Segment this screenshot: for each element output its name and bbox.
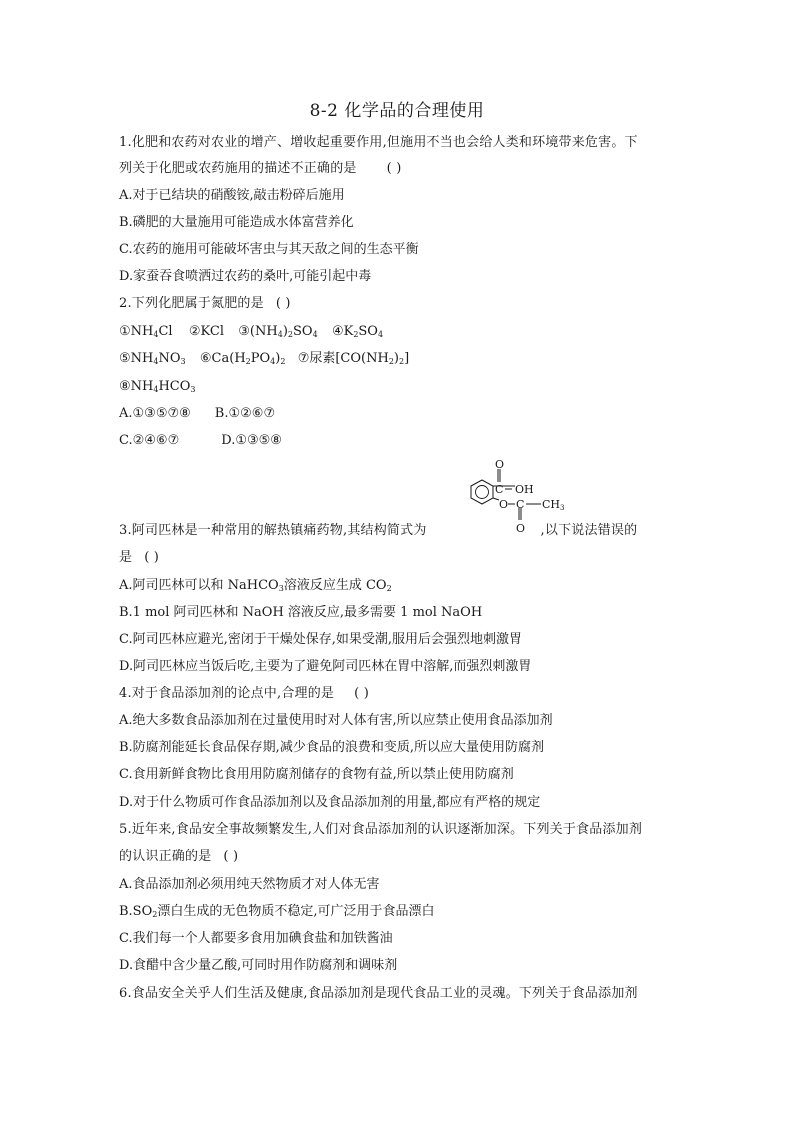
q2-stem-text: 2.下列化肥属于氮肥的是 xyxy=(119,296,264,311)
q1-option-a: A.对于已结块的硝酸铵,敲击粉碎后施用 xyxy=(119,188,345,203)
atom-c1: C xyxy=(495,483,504,496)
q4-option-d: D.对于什么物质可作食品添加剂以及食品添加剂的用量,都应有严格的规定 xyxy=(119,795,541,810)
q6-stem-line1: 6.食品安全关乎人们生活及健康,食品添加剂是现代食品工业的灵魂。下列关于食品添加剂 xyxy=(119,986,638,1001)
q3-stem-text-b: ,以下说法错误的 xyxy=(540,523,638,538)
atom-o-mid: O xyxy=(499,498,509,511)
q1-option-c: C.农药的施用可能破坏害虫与其天敌之间的生态平衡 xyxy=(119,242,419,257)
q2-item-5: $⑤NH_4NO_3$ xyxy=(119,351,186,366)
atom-c2: C xyxy=(516,498,525,511)
atom-o-bottom: O xyxy=(516,522,526,535)
q1-option-d: D.家蚕吞食喷洒过农药的桑叶,可能引起中毒 xyxy=(119,269,372,284)
atom-oh: OH xyxy=(515,483,534,496)
q3-option-a: A.阿司匹林可以和 NaHCO$_3$溶液反应生成 $CO_2$ xyxy=(119,578,392,593)
q2-option-b: B.①②⑥⑦ xyxy=(214,406,276,421)
q3-stem-line2 xyxy=(119,550,159,566)
q2-items-row3 xyxy=(119,379,196,395)
q2-stem-line xyxy=(119,296,291,312)
q2-item-4: $④K_2SO_4$ xyxy=(331,324,384,339)
q3-answer-blank: ( ) xyxy=(144,550,160,565)
q5-answer-blank: ( ) xyxy=(223,849,239,864)
q5-option-c: C.我们每一个人都要多食用加碘食盐和加铁酱油 xyxy=(119,931,393,946)
q1-answer-blank: ( ) xyxy=(386,161,402,176)
q2-options-row2 xyxy=(119,433,282,449)
page-title: 8-2 化学品的合理使用 xyxy=(309,101,485,121)
q1-stem-text: 列关于化肥或农药施用的描述不正确的是 xyxy=(119,161,357,176)
atom-o-top: O xyxy=(495,458,505,471)
q1-stem-line2 xyxy=(119,161,402,177)
q4-option-c: C.食用新鲜食物比食用用防腐剂储存的食物有益,所以禁止使用防腐剂 xyxy=(119,767,514,782)
q3-stem-text-c: 是 xyxy=(119,550,133,565)
q2-option-a: A.①③⑤⑦⑧ xyxy=(119,406,191,421)
q5-option-d: D.食醋中含少量乙酸,可同时用作防腐剂和调味剂 xyxy=(119,958,398,973)
q2-option-d: D.①③⑤⑧ xyxy=(221,433,282,448)
q2-answer-blank: ( ) xyxy=(275,296,291,311)
q1-stem-line1: 1.化肥和农药对农业的增产、增收起重要作用,但施用不当也会给人类和环境带来危害。下 xyxy=(119,135,638,150)
q3-stem-text-a: 3.阿司匹林是一种常用的解热镇痛药物,其结构简式为 xyxy=(119,523,427,538)
q3-option-d: D.阿司匹林应当饭后吃,主要为了避免阿司匹林在胃中溶解,而强烈刺激胃 xyxy=(119,659,532,674)
q2-item-2: ②KCl xyxy=(188,324,224,339)
q2-item-7: ⑦尿素$[CO(NH_2)_2]$ xyxy=(297,351,410,366)
q2-option-c: C.②④⑥⑦ xyxy=(119,433,180,448)
q2-item-3: $③(NH_4)_2SO_4$ xyxy=(238,324,318,339)
benzene-inner-ring xyxy=(476,486,489,499)
q2-item-6: $⑥Ca(H_2PO_4)_2$ xyxy=(199,351,286,366)
q5-stem-line1: 5.近年来,食品安全事故频繁发生,人们对食品添加剂的认识逐渐加深。下列关于食品添加剂 xyxy=(119,822,643,837)
q2-options-row1 xyxy=(119,406,275,422)
q3-option-c: C.阿司匹林应避光,密闭于干燥处保存,如果受潮,服用后会强烈地刺激胃 xyxy=(119,632,523,647)
q4-stem-line xyxy=(119,686,369,702)
q5-option-a: A.食品添加剂必须用纯天然物质才对人体无害 xyxy=(119,877,380,892)
q5-option-b: $B.SO_2$漂白生成的无色物质不稳定,可广泛用于食品漂白 xyxy=(119,904,435,919)
q2-items-row1 xyxy=(119,324,383,340)
q1-option-b: B.磷肥的大量施用可能造成水体富营养化 xyxy=(119,215,354,230)
benzene-ring xyxy=(471,480,493,504)
q2-item-8: $⑧NH_4HCO_3$ xyxy=(119,379,196,394)
q2-items-row2 xyxy=(119,351,409,367)
q4-answer-blank: ( ) xyxy=(354,686,370,701)
atom-ch3: CH3 xyxy=(542,498,565,512)
q5-stem-text: 的认识正确的是 xyxy=(119,849,212,864)
q4-option-a: A.绝大多数食品添加剂在过量使用时对人体有害,所以应禁止使用食品添加剂 xyxy=(119,713,553,728)
q2-item-1: $①NH_4Cl$ xyxy=(119,324,173,339)
q4-stem-text: 4.对于食品添加剂的论点中,合理的是 xyxy=(119,686,335,701)
q4-option-b: B.防腐剂能延长食品保存期,减少食品的浪费和变质,所以应大量使用防腐剂 xyxy=(119,740,544,755)
q3-option-b: B.1 mol 阿司匹林和 NaOH 溶液反应,最多需要 1 mol NaOH xyxy=(119,605,483,620)
q5-stem-line2 xyxy=(119,849,238,865)
q3-stem-line1 xyxy=(119,523,637,539)
